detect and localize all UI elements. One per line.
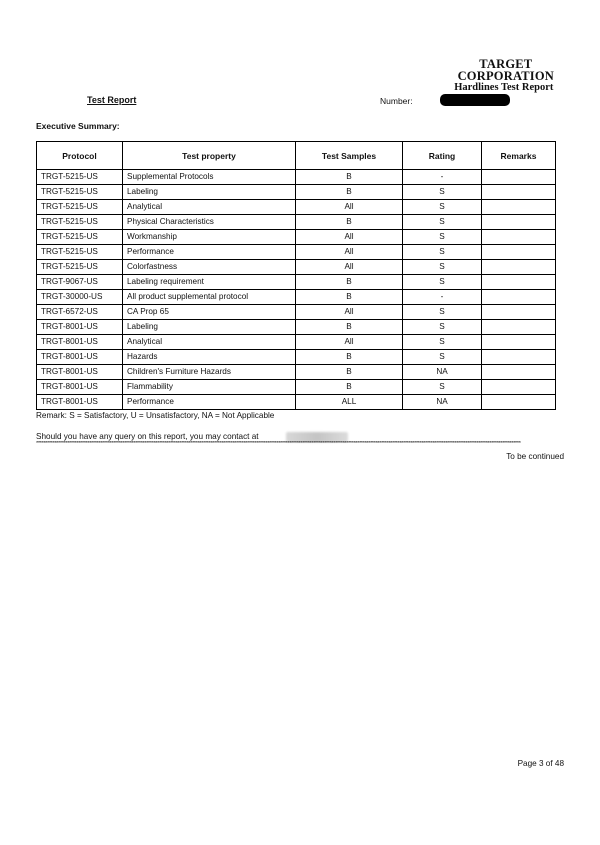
table-row bbox=[37, 185, 556, 200]
test-samples-cell: All bbox=[296, 305, 403, 320]
remarks-cell bbox=[482, 395, 556, 410]
column-header-test-property: Test property bbox=[123, 142, 296, 170]
table-row bbox=[37, 380, 556, 395]
remarks-cell bbox=[482, 215, 556, 230]
corporation-header bbox=[454, 57, 554, 94]
remarks-cell bbox=[482, 305, 556, 320]
protocol-cell: TRGT-8001-US bbox=[37, 395, 123, 410]
test-samples-cell: All bbox=[296, 245, 403, 260]
protocol-cell: TRGT-30000-US bbox=[37, 290, 123, 305]
table-row bbox=[37, 245, 556, 260]
protocol-cell: TRGT-6572-US bbox=[37, 305, 123, 320]
corporation-name-line1: TARGET bbox=[479, 57, 533, 71]
test-samples-cell: All bbox=[296, 260, 403, 275]
protocol-cell: TRGT-5215-US bbox=[37, 185, 123, 200]
rating-cell: S bbox=[403, 215, 482, 230]
remarks-cell bbox=[482, 170, 556, 185]
table-row bbox=[37, 365, 556, 380]
protocol-cell: TRGT-8001-US bbox=[37, 380, 123, 395]
table-header-row bbox=[37, 142, 556, 170]
test-property-cell: Analytical bbox=[123, 200, 296, 215]
protocol-cell: TRGT-9067-US bbox=[37, 275, 123, 290]
test-property-cell: Performance bbox=[123, 245, 296, 260]
executive-summary-heading: Executive Summary: bbox=[36, 121, 120, 131]
test-samples-cell: All bbox=[296, 200, 403, 215]
protocol-cell: TRGT-5215-US bbox=[37, 170, 123, 185]
protocol-cell: TRGT-5215-US bbox=[37, 230, 123, 245]
column-header-protocol: Protocol bbox=[37, 142, 123, 170]
to-be-continued: To be continued bbox=[506, 452, 564, 461]
test-samples-cell: B bbox=[296, 275, 403, 290]
table-row bbox=[37, 290, 556, 305]
test-property-cell: Performance bbox=[123, 395, 296, 410]
rating-cell: - bbox=[403, 290, 482, 305]
rating-cell: NA bbox=[403, 395, 482, 410]
table-row bbox=[37, 230, 556, 245]
test-property-cell: Labeling bbox=[123, 320, 296, 335]
test-samples-cell: B bbox=[296, 365, 403, 380]
rating-cell: S bbox=[403, 230, 482, 245]
table-row bbox=[37, 260, 556, 275]
test-samples-cell: B bbox=[296, 350, 403, 365]
redacted-report-number bbox=[440, 94, 510, 106]
protocol-cell: TRGT-8001-US bbox=[37, 365, 123, 380]
protocol-cell: TRGT-5215-US bbox=[37, 215, 123, 230]
rating-legend-remark: Remark: S = Satisfactory, U = Unsatisfactory, NA = Not Applicable bbox=[36, 411, 275, 420]
page-number: Page 3 of 48 bbox=[517, 759, 564, 768]
test-samples-cell: B bbox=[296, 320, 403, 335]
test-property-cell: Analytical bbox=[123, 335, 296, 350]
table-row bbox=[37, 395, 556, 410]
column-header-test-samples: Test Samples bbox=[296, 142, 403, 170]
rating-cell: S bbox=[403, 305, 482, 320]
test-property-cell: Physical Characteristics bbox=[123, 215, 296, 230]
contact-note: Should you have any query on this report, you may contact at bbox=[36, 432, 259, 441]
test-samples-cell: B bbox=[296, 380, 403, 395]
remarks-cell bbox=[482, 335, 556, 350]
remarks-cell bbox=[482, 380, 556, 395]
test-property-cell: Labeling bbox=[123, 185, 296, 200]
rating-cell: - bbox=[403, 170, 482, 185]
separator-line: ************************************************************************************************************************************************************************************************************************************************************************ bbox=[36, 441, 521, 447]
executive-summary-table bbox=[36, 141, 556, 410]
remarks-cell bbox=[482, 365, 556, 380]
rating-cell: NA bbox=[403, 365, 482, 380]
remarks-cell bbox=[482, 350, 556, 365]
test-samples-cell: ALL bbox=[296, 395, 403, 410]
test-samples-cell: B bbox=[296, 170, 403, 185]
report-title: Test Report bbox=[87, 95, 137, 105]
remarks-cell bbox=[482, 200, 556, 215]
test-property-cell: Children's Furniture Hazards bbox=[123, 365, 296, 380]
rating-cell: S bbox=[403, 185, 482, 200]
table-row bbox=[37, 320, 556, 335]
test-property-cell: Workmanship bbox=[123, 230, 296, 245]
report-type: Hardlines Test Report bbox=[454, 82, 554, 93]
test-property-cell: Colorfastness bbox=[123, 260, 296, 275]
report-number-label: Number: bbox=[380, 96, 413, 106]
test-property-cell: CA Prop 65 bbox=[123, 305, 296, 320]
protocol-cell: TRGT-8001-US bbox=[37, 320, 123, 335]
rating-cell: S bbox=[403, 380, 482, 395]
test-samples-cell: All bbox=[296, 335, 403, 350]
protocol-cell: TRGT-8001-US bbox=[37, 335, 123, 350]
protocol-cell: TRGT-5215-US bbox=[37, 245, 123, 260]
test-property-cell: Labeling requirement bbox=[123, 275, 296, 290]
test-property-cell: Hazards bbox=[123, 350, 296, 365]
test-property-cell: Flammability bbox=[123, 380, 296, 395]
test-samples-cell: B bbox=[296, 290, 403, 305]
remarks-cell bbox=[482, 260, 556, 275]
remarks-cell bbox=[482, 275, 556, 290]
table-body bbox=[37, 170, 556, 410]
column-header-rating: Rating bbox=[403, 142, 482, 170]
test-property-cell: All product supplemental protocol bbox=[123, 290, 296, 305]
rating-cell: S bbox=[403, 275, 482, 290]
table-row bbox=[37, 275, 556, 290]
rating-cell: S bbox=[403, 260, 482, 275]
rating-cell: S bbox=[403, 320, 482, 335]
test-samples-cell: B bbox=[296, 185, 403, 200]
protocol-cell: TRGT-8001-US bbox=[37, 350, 123, 365]
rating-cell: S bbox=[403, 200, 482, 215]
remarks-cell bbox=[482, 320, 556, 335]
table-row bbox=[37, 200, 556, 215]
rating-cell: S bbox=[403, 350, 482, 365]
test-samples-cell: All bbox=[296, 230, 403, 245]
remarks-cell bbox=[482, 185, 556, 200]
table-row bbox=[37, 335, 556, 350]
protocol-cell: TRGT-5215-US bbox=[37, 200, 123, 215]
corporation-name-line2: CORPORATION bbox=[457, 69, 554, 83]
table-row bbox=[37, 350, 556, 365]
test-samples-cell: B bbox=[296, 215, 403, 230]
test-property-cell: Supplemental Protocols bbox=[123, 170, 296, 185]
column-header-remarks: Remarks bbox=[482, 142, 556, 170]
rating-cell: S bbox=[403, 335, 482, 350]
table-row bbox=[37, 215, 556, 230]
remarks-cell bbox=[482, 290, 556, 305]
remarks-cell bbox=[482, 230, 556, 245]
rating-cell: S bbox=[403, 245, 482, 260]
protocol-cell: TRGT-5215-US bbox=[37, 260, 123, 275]
table-row bbox=[37, 305, 556, 320]
table-row bbox=[37, 170, 556, 185]
remarks-cell bbox=[482, 245, 556, 260]
